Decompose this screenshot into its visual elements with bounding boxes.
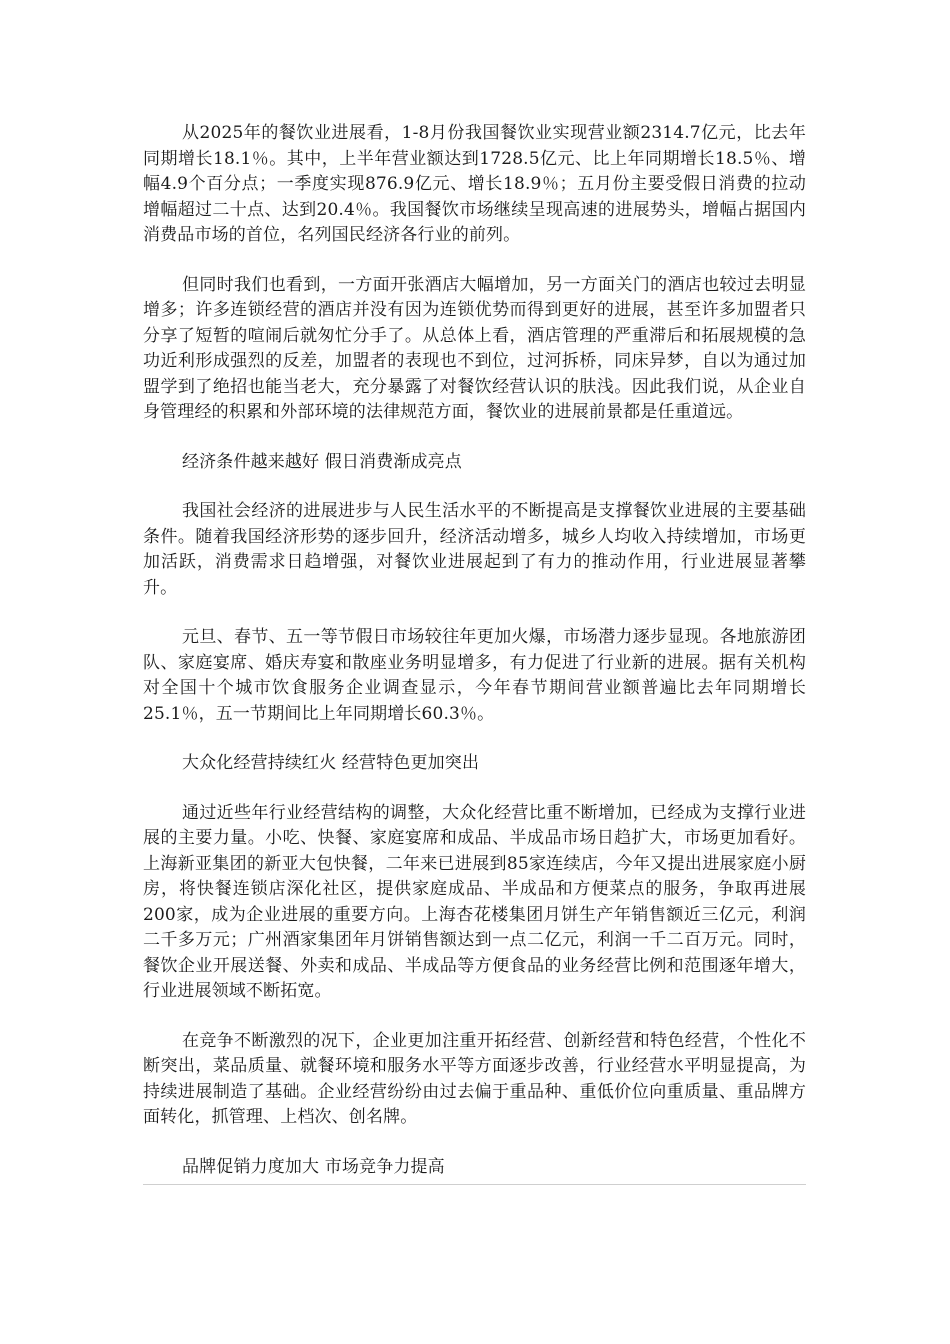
section-heading-economic-conditions: 经济条件越来越好 假日消费渐成亮点	[182, 451, 462, 472]
section-heading-mass-market: 大众化经营持续红火 经营特色更加突出	[182, 753, 480, 773]
document-page	[143, 121, 806, 1185]
paragraph-economic-growth: 我国社会经济的进展进步与人民生活水平的不断提高是支撑餐饮业进展的主要基础条件。随着我国经济形势的逐步回升，经济活动增多，城乡人均收入持续增加，市场更加活跃，消费需求日趋增强，对餐饮业进展起到了有力的推动作用，行业进展显著攀升。	[143, 501, 806, 598]
paragraph-competition: 在竞争不断激烈的况下，企业更加注重开拓经营、创新经营和特色经营，个性化不断突出，菜品质量、就餐环境和服务水平等方面逐步改善，行业经营水平明显提高，为持续进展制造了基础。企业经营纷纷由过去偏于重品种、重低价位向重质量、重品牌方面转化，抓管理、上档次、创名牌。	[143, 1030, 806, 1127]
paragraph-mass-market-structure: 通过近些年行业经营结构的调整，大众化经营比重不断增加，已经成为支撑行业进展的主要力量。小吃、快餐、家庭宴席和成品、半成品市场日趋扩大，市场更加看好。上海新亚集团的新亚大包快餐，二年来已进展到85家连续店，今年又提出进展家庭小厨房，将快餐连锁店深化社区，提供家庭成品、半成品和方便菜点的服务，争取再进展200家，成为企业进展的重要方向。上海杏花楼集团月饼生产年销售额近三亿元，利润二千多万元；广州酒家集团年月饼销售额达到一点二亿元，利润一千二百万元。同时，餐饮企业开展送餐、外卖和成品、半成品等方便食品的业务经营比例和范围逐年增大，行业进展领域不断拓宽。	[143, 802, 806, 1001]
section-heading-brand-promotion: 品牌促销力度加大 市场竞争力提高	[143, 1155, 806, 1186]
paragraph-holiday-market: 元旦、春节、五一等节假日市场较往年更加火爆，市场潜力逐步显现。各地旅游团队、家庭宴席、婚庆寿宴和散座业务明显增多，有力促进了行业新的进展。据有关机构对全国十个城市饮食服务企业调查显示，今年春节期间营业额普遍比去年同期增长25.1％，五一节期间比上年同期增长60.3％。	[143, 627, 806, 724]
paragraph-industry-overview: 从2025年的餐饮业进展看，1-8月份我国餐饮业实现营业额2314.7亿元，比去年同期增长18.1％。其中，上半年营业额达到1728.5亿元、比上年同期增长18.5％、增幅4.9个百分点；一季度实现876.9亿元、增长18.9％；五月份主要受假日消费的拉动增幅超过二十点、达到20.4％。我国餐饮市场继续呈现高速的进展势头，增幅占据国内消费品市场的首位，名列国民经济各行业的前列。	[143, 123, 806, 245]
paragraph-challenges: 但同时我们也看到，一方面开张酒店大幅增加，另一方面关门的酒店也较过去明显增多；许多连锁经营的酒店并没有因为连锁优势而得到更好的进展，甚至许多加盟者只分享了短暂的喧闹后就匆忙分手了。从总体上看，酒店管理的严重滞后和拓展规模的急功近利形成强烈的反差，加盟者的表现也不到位，过河拆桥，同床异梦，自以为通过加盟学到了绝招也能当老大，充分暴露了对餐饮经营认识的肤浅。因此我们说，从企业自身管理经的积累和外部环境的法律规范方面，餐饮业的进展前景都是任重道远。	[143, 274, 806, 422]
